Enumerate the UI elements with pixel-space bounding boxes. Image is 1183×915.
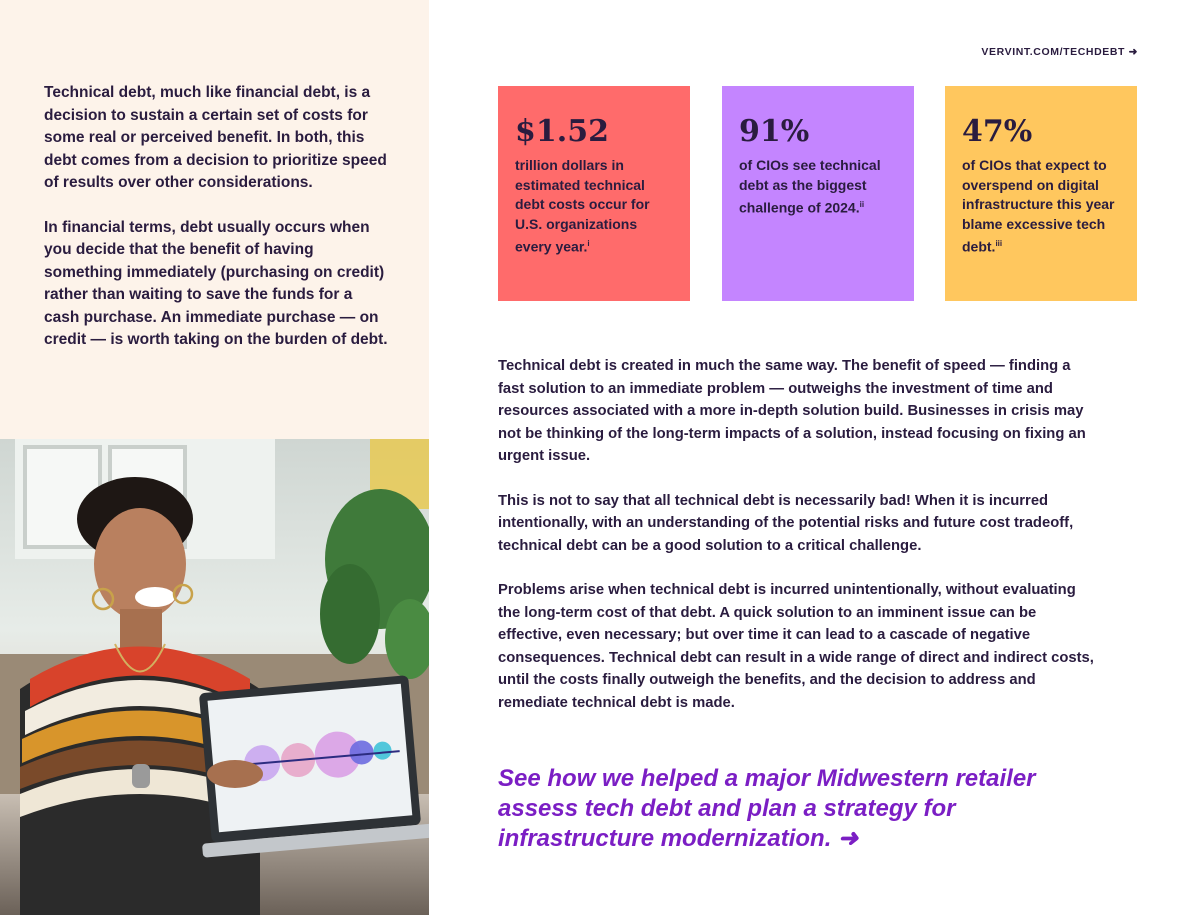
body-paragraph-3: Problems arise when technical debt is incurred unintentionally, without evaluating the long-term cost of that debt. A quick solution to an imminent issue can be effective, even necessary; but over time it can lead to a cascade of negative consequences. Technical debt can result in a wide range of direct and indirect costs, until the costs finally outweigh the benefits, and the decision to address and remediate technical debt is made. — [498, 582, 1094, 711]
body-text — [498, 355, 1098, 736]
left-intro-panel — [0, 0, 429, 439]
intro-text — [44, 82, 389, 374]
stat-value: $1.52 — [515, 114, 609, 149]
case-study-link[interactable]: See how we helped a major Midwestern retailer assess tech debt and plan a strategy for infrastructure modernization. ➜ — [498, 765, 1036, 852]
photo-woman-with-laptop — [0, 439, 429, 915]
body-paragraph-1: Technical debt is created in much the same way. The benefit of speed — finding a fast solution to an immediate problem — outweighs the investment of time and resources associated with a more in-depth solution build. Businesses in crisis may not be thinking of the long-term impacts of a solution, instead focusing on fixing an urgent issue. — [498, 358, 1086, 464]
stat-description: trillion dollars in estimated technical debt costs occur for U.S. organizations every year.$^i$ — [515, 157, 650, 255]
stat-card-cio-challenge — [722, 86, 914, 301]
stat-description: of CIOs that expect to overspend on digital infrastructure this year blame excessive tech debt.$^{iii}$ — [962, 157, 1115, 255]
stat-card-overspend — [945, 86, 1137, 301]
website-link[interactable]: VERVINT.COM/TECHDEBT ➜ — [981, 46, 1138, 58]
person-with-laptop-illustration — [0, 439, 429, 915]
body-paragraph-2: This is not to say that all technical debt is necessarily bad! When it is incurred intentionally, with an understanding of the potential risks and future cost tradeoff, technical debt can be a good solution to a critical challenge. — [498, 492, 1074, 554]
intro-paragraph-1: Technical debt, much like financial debt, is a decision to sustain a certain set of costs for some real or perceived benefit. In both, this debt comes from a decision to prioritize speed of results over other considerations. — [44, 84, 387, 191]
stat-description: of CIOs see technical debt as the biggest challenge of 2024.$^{ii}$ — [739, 157, 881, 216]
intro-paragraph-2: In financial terms, debt usually occurs when you decide that the benefit of having something immediately (purchasing on credit) rather than waiting to save the funds for a cash purchase. An immediate purchase — on credit — is worth taking on the burden of debt. — [44, 218, 388, 348]
stat-value: 47% — [962, 114, 1033, 149]
stat-card-cost — [498, 86, 690, 301]
stat-value: 91% — [739, 114, 810, 149]
footnote-marker: i — [587, 239, 590, 248]
footnote-marker: ii — [859, 200, 865, 209]
footnote-marker: iii — [995, 239, 1003, 248]
